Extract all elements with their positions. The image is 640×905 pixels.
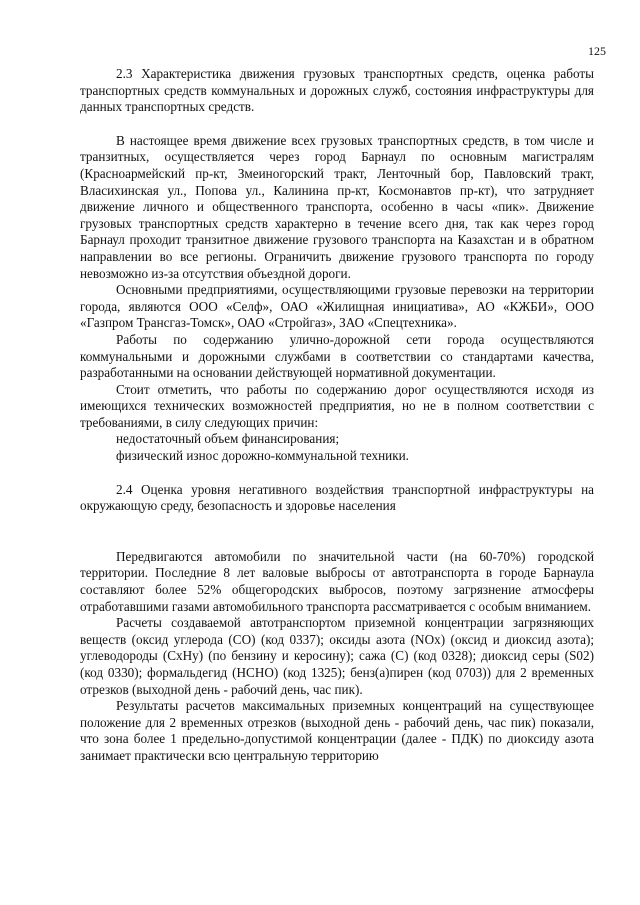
section-2-4-heading: 2.4 Оценка уровня негативного воздействия транспортной инфраструктуры на окружающую среду, безопасность и здоровье населения xyxy=(80,481,594,514)
list-item: недостаточный объем финансирования; xyxy=(116,431,340,447)
paragraph: Основными предприятиями, осуществляющими грузовые перевозки на территории города, являются ООО «Селф», ОАО «Жилищная инициатива», АО «КЖБИ», ООО «Газпром Трансгаз-Томск», ОАО «Стройгаз», ЗАО «Спецтехника». xyxy=(80,282,594,331)
paragraph: Стоит отметить, что работы по содержанию дорог осуществляются исходя из имеющихся технических возможностей предприятия, но не в полном соответствии с требованиями, в силу следующих причин: xyxy=(80,381,594,430)
page-number: 125 xyxy=(588,44,606,58)
paragraph: Результаты расчетов максимальных приземных концентраций на существующее положение для 2 временных отрезков (выходной день - рабочий день, час пик) показали, что зона более 1 предельно-допустимой концентрации (далее - ПДК) по диоксиду азота занимает практически всю центральную территорию xyxy=(80,698,594,763)
spacer xyxy=(80,515,594,549)
list-item: физический износ дорожно-коммунальной техники. xyxy=(116,448,409,464)
paragraph: Работы по содержанию улично-дорожной сети города осуществляются коммунальными и дорожными службами в соответствии со стандартами качества, разработанными на основании действующей нормативной документации. xyxy=(80,331,594,381)
paragraph: Передвигаются автомобили по значительной части (на 60-70%) городской территории. Последние 8 лет валовые выбросы от автотранспорта в городе Барнаула составляют более 52% общегородских выбросов, поэтому загрязнение атмосферы отработавшими газами автомобильного транспорта рассматривается с особым вниманием. xyxy=(80,548,594,614)
spacer xyxy=(80,116,594,133)
paragraph: Расчеты создаваемой автотранспортом приземной концентрации загрязняющих веществ (оксид углерода (СО) (код 0337); оксиды азота (NOx) (оксид и диоксид азота); углеводороды (СхНу) (по бензину и керосину); сажа (С) (код 0328); диоксид серы (S02) (код 0330); формальдегид (НСНО) (код 1325); бенз(а)пирен (код 0703)) для 2 временных отрезков (выходной день - рабочий день, час пик). xyxy=(80,615,594,697)
section-2-3-heading: 2.3 Характеристика движения грузовых транспортных средств, оценка работы транспортных средств коммунальных и дорожных служб, состояния инфраструктуры для данных транспортных средств. xyxy=(80,66,594,115)
paragraph: В настоящее время движение всех грузовых транспортных средств, в том числе и транзитных, осуществляется через город Барнаул по основным магистралям (Красноармейский пр-кт, Змеиногорский тракт, Ленточный бор, Павловский тракт, Власихинская ул., Попова ул., Калинина пр-кт, Космонавтов пр-кт), что затрудняет движение личного и общественного транспорта, особенно в часы «пик». Движение грузовых транспортных средств характерно в течение всего дня, так как через город Барнаул проходит транзитное движение грузового транспорта на Казахстан и в обратном направлении во все регионы. Ограничить движение грузового транспорта по городу невозможно из-за отсутствия объездной дороги. xyxy=(80,132,594,281)
spacer xyxy=(80,465,594,482)
page-content xyxy=(80,66,594,765)
